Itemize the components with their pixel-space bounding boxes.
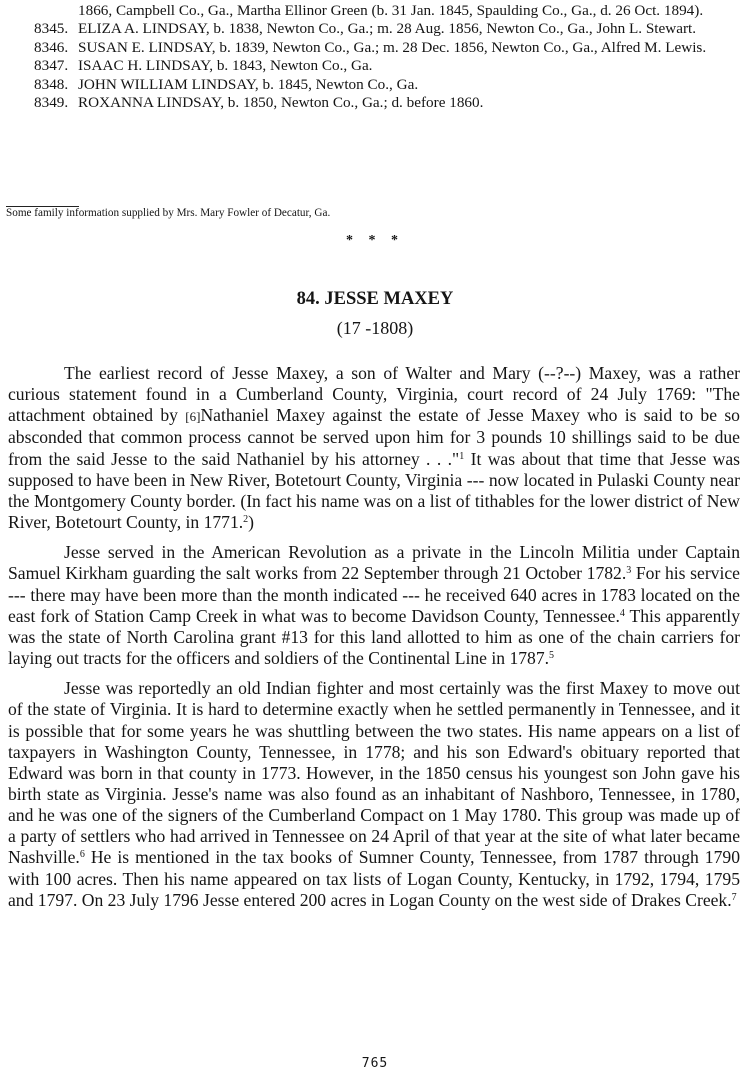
footnote-marker: 1 [459, 450, 465, 462]
paragraph-2: Jesse served in the American Revolution as a private in the Lincoln Militia under Captain Samuel Kirkham guarding the salt works from 22 September through 21 October 1782.$^3$ For his service --- there may have been more than the month indicated --- he received 640 acres in 1783 located on the east fork of Station Camp Creek in what was to become Davidson County, Tennessee.$^4$ This apparently was the state of North Carolina grant #13 for this land allotted to him as one of the chain carriers for laying out tracts for the officers and soldiers of the Continental Line in 1787.$^5$ [8, 542, 740, 669]
entry-8348 [34, 76, 740, 94]
section-dates: (17 -1808) [336, 318, 414, 338]
footnote-marker: 2 [243, 514, 249, 526]
page-number: 765 [361, 1056, 389, 1071]
entry-text: JOHN WILLIAM LINDSAY, b. 1845, Newton Co., Ga. [78, 75, 419, 93]
entry-8347 [34, 57, 740, 75]
entry-text: ISAAC H. LINDSAY, b. 1843, Newton Co., Ga. [78, 57, 373, 75]
footnote-marker: 3 [626, 565, 632, 577]
paragraph-3: Jesse was reportedly an old Indian fighter and most certainly was the first Maxey to move out of the state of Virginia. It is hard to determine exactly when he settled permanently in Tennessee, and it is possible that for some years he was shuttling between the two states. His name appears on a list of taxpayers in Washington County, Tennessee, in 1778; and his son Edward's obituary reported that Edward was born in that county in 1773. However, in the 1850 census his youngest son John gave his birth state as Virginia. Jesse's name was also found as an inhabitant of Nashboro, Tennessee, in 1780, and he was one of the signers of the Cumberland Compact on 1 May 1780. This group was made up of a party of settlers who had arrived in Tennessee on 24 April of that year at the site of what later became Nashville.$^6$ He is mentioned in the tax books of Sumner County, Tennessee, from 1787 through 1790 with 100 acres. Then his name appeared on tax lists of Logan County, Kentucky, in 1792, 1794, 1795 and 1797. On 23 July 1796 Jesse entered 200 acres in Logan County on the west side of Drakes Creek.$^7$ [8, 678, 740, 910]
entry-text: ROXANNA LINDSAY, b. 1850, Newton Co., Ga.; d. before 1860. [78, 94, 484, 112]
entry-text: ELIZA A. LINDSAY, b. 1838, Newton Co., Ga.; m. 28 Aug. 1856, Newton Co., Ga., John L. Stewart. [78, 20, 697, 38]
entry-number: 8347. [34, 57, 69, 75]
entry-number: 8349. [34, 94, 69, 112]
footnote-marker: 6 [79, 849, 85, 861]
entry-continuation: 1866, Campbell Co., Ga., Martha Ellinor Green (b. 31 Jan. 1845, Spaulding Co., Ga., d. 26 Oct. 1894). [78, 2, 704, 19]
entry-8349 [34, 94, 740, 112]
entry-8346 [34, 39, 740, 57]
footnote-marker: 4 [619, 607, 625, 619]
bracket-reference: [6] [185, 409, 201, 425]
entry-text: SUSAN E. LINDSAY, b. 1839, Newton Co., Ga.; m. 28 Dec. 1856, Newton Co., Ga., Alfred M. Lewis. [78, 38, 707, 56]
entry-number: 8348. [34, 75, 69, 93]
section-separator: * * * [346, 233, 404, 248]
entry-8345 [34, 20, 740, 38]
footnote-marker: 7 [731, 891, 737, 903]
footnote-marker: 5 [549, 650, 555, 662]
footnote-text: Some family information supplied by Mrs. Mary Fowler of Decatur, Ga. [6, 207, 331, 219]
genealogy-entries [34, 2, 740, 112]
entry-number: 8346. [34, 38, 69, 56]
entry-number: 8345. [34, 20, 69, 38]
section-title: 84. JESSE MAXEY [296, 289, 454, 309]
paragraph-1: The earliest record of Jesse Maxey, a son of Walter and Mary (--?--) Maxey, was a rather curious statement found in a Cumberland County, Virginia, court record of 24 July 1769: "The attachment obtained by [6]Nathaniel Maxey against the estate of Jesse Maxey who is said to be so absconded that common process cannot be served upon him for 3 pounds 10 shillings said to be due from the said Jesse to the said Nathaniel by his attorney . . ."$^1$ It was about that time that Jesse was supposed to have been in New River, Botetourt County, Virginia --- now located in Pulaski County near the Montgomery County border. (In fact his name was on a list of tithables for the lower district of New River, Botetourt County, in 1771.$^2$) [8, 363, 740, 533]
body-text [8, 363, 740, 911]
